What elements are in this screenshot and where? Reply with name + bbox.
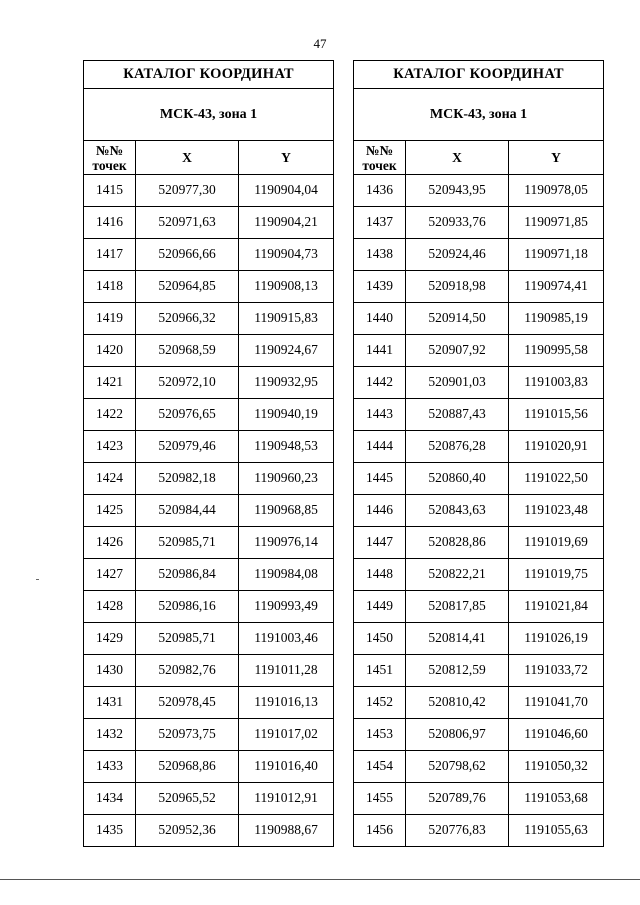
y-coordinate-cell: 1191017,02 bbox=[239, 719, 334, 751]
y-coordinate-cell: 1191011,28 bbox=[239, 655, 334, 687]
table-row bbox=[354, 463, 604, 495]
y-coordinate-cell: 1191046,60 bbox=[509, 719, 604, 751]
y-coordinate-cell: 1190993,49 bbox=[239, 591, 334, 623]
y-coordinate-cell: 1191003,46 bbox=[239, 623, 334, 655]
y-coordinate-cell: 1190978,05 bbox=[509, 175, 604, 207]
y-coordinate-cell: 1190976,14 bbox=[239, 527, 334, 559]
x-coordinate-cell: 520971,63 bbox=[136, 207, 239, 239]
table-row bbox=[354, 751, 604, 783]
table-row bbox=[84, 399, 334, 431]
point-number-cell: 1431 bbox=[84, 687, 136, 719]
point-number-cell: 1441 bbox=[354, 335, 406, 367]
table-row bbox=[354, 623, 604, 655]
y-coordinate-cell: 1190904,04 bbox=[239, 175, 334, 207]
point-number-cell: 1436 bbox=[354, 175, 406, 207]
point-number-cell: 1450 bbox=[354, 623, 406, 655]
x-coordinate-cell: 520985,71 bbox=[136, 527, 239, 559]
table-row bbox=[84, 431, 334, 463]
x-coordinate-cell: 520789,76 bbox=[406, 783, 509, 815]
y-coordinate-cell: 1190908,13 bbox=[239, 271, 334, 303]
point-number-cell: 1428 bbox=[84, 591, 136, 623]
table-row bbox=[84, 175, 334, 207]
point-number-cell: 1417 bbox=[84, 239, 136, 271]
table-row bbox=[84, 463, 334, 495]
y-coordinate-cell: 1190971,18 bbox=[509, 239, 604, 271]
table-row bbox=[354, 527, 604, 559]
x-coordinate-cell: 520914,50 bbox=[406, 303, 509, 335]
table-row bbox=[84, 655, 334, 687]
y-coordinate-cell: 1191033,72 bbox=[509, 655, 604, 687]
point-number-cell: 1434 bbox=[84, 783, 136, 815]
x-coordinate-cell: 520817,85 bbox=[406, 591, 509, 623]
y-coordinate-cell: 1191022,50 bbox=[509, 463, 604, 495]
y-coordinate-cell: 1191015,56 bbox=[509, 399, 604, 431]
x-coordinate-cell: 520887,43 bbox=[406, 399, 509, 431]
point-number-cell: 1416 bbox=[84, 207, 136, 239]
x-coordinate-cell: 520986,16 bbox=[136, 591, 239, 623]
y-coordinate-cell: 1190971,85 bbox=[509, 207, 604, 239]
y-coordinate-cell: 1190904,73 bbox=[239, 239, 334, 271]
table-row bbox=[354, 783, 604, 815]
point-number-cell: 1444 bbox=[354, 431, 406, 463]
table-row bbox=[84, 239, 334, 271]
y-coordinate-cell: 1190974,41 bbox=[509, 271, 604, 303]
page-bottom-rule bbox=[0, 879, 640, 880]
x-coordinate-cell: 520978,45 bbox=[136, 687, 239, 719]
table-row bbox=[354, 207, 604, 239]
point-number-cell: 1448 bbox=[354, 559, 406, 591]
x-coordinate-cell: 520798,62 bbox=[406, 751, 509, 783]
x-coordinate-cell: 520982,76 bbox=[136, 655, 239, 687]
point-number-cell: 1447 bbox=[354, 527, 406, 559]
coordinate-catalog-right bbox=[353, 60, 604, 847]
table-row bbox=[84, 367, 334, 399]
y-coordinate-cell: 1190924,67 bbox=[239, 335, 334, 367]
x-header: X bbox=[136, 141, 239, 175]
point-number-cell: 1454 bbox=[354, 751, 406, 783]
y-coordinate-cell: 1190985,19 bbox=[509, 303, 604, 335]
table-row bbox=[354, 591, 604, 623]
point-number-cell: 1443 bbox=[354, 399, 406, 431]
y-coordinate-cell: 1191019,75 bbox=[509, 559, 604, 591]
y-coordinate-cell: 1191019,69 bbox=[509, 527, 604, 559]
x-coordinate-cell: 520810,42 bbox=[406, 687, 509, 719]
x-coordinate-cell: 520966,32 bbox=[136, 303, 239, 335]
coordinate-system-label: МСК-43, зона 1 bbox=[354, 89, 604, 141]
x-coordinate-cell: 520924,46 bbox=[406, 239, 509, 271]
x-coordinate-cell: 520876,28 bbox=[406, 431, 509, 463]
y-coordinate-cell: 1190915,83 bbox=[239, 303, 334, 335]
point-number-cell: 1435 bbox=[84, 815, 136, 847]
point-number-cell: 1440 bbox=[354, 303, 406, 335]
point-number-cell: 1427 bbox=[84, 559, 136, 591]
point-number-header bbox=[354, 141, 406, 175]
y-header: Y bbox=[509, 141, 604, 175]
point-number-cell: 1429 bbox=[84, 623, 136, 655]
point-number-cell: 1445 bbox=[354, 463, 406, 495]
table-row bbox=[354, 303, 604, 335]
table-row bbox=[84, 815, 334, 847]
x-coordinate-cell: 520933,76 bbox=[406, 207, 509, 239]
point-number-cell: 1455 bbox=[354, 783, 406, 815]
table-row bbox=[84, 303, 334, 335]
point-number-header bbox=[84, 141, 136, 175]
x-coordinate-cell: 520776,83 bbox=[406, 815, 509, 847]
x-coordinate-cell: 520965,52 bbox=[136, 783, 239, 815]
x-coordinate-cell: 520806,97 bbox=[406, 719, 509, 751]
y-coordinate-cell: 1191050,32 bbox=[509, 751, 604, 783]
point-number-cell: 1453 bbox=[354, 719, 406, 751]
x-coordinate-cell: 520814,41 bbox=[406, 623, 509, 655]
point-number-cell: 1449 bbox=[354, 591, 406, 623]
table-row bbox=[84, 687, 334, 719]
table-row bbox=[84, 783, 334, 815]
x-header: X bbox=[406, 141, 509, 175]
point-number-header-line1: №№ bbox=[95, 142, 124, 158]
y-coordinate-cell: 1190904,21 bbox=[239, 207, 334, 239]
coordinate-system-label: МСК-43, зона 1 bbox=[84, 89, 334, 141]
x-coordinate-cell: 520964,85 bbox=[136, 271, 239, 303]
y-coordinate-cell: 1190988,67 bbox=[239, 815, 334, 847]
x-coordinate-cell: 520972,10 bbox=[136, 367, 239, 399]
y-coordinate-cell: 1190984,08 bbox=[239, 559, 334, 591]
x-coordinate-cell: 520973,75 bbox=[136, 719, 239, 751]
x-coordinate-cell: 520943,95 bbox=[406, 175, 509, 207]
point-number-cell: 1426 bbox=[84, 527, 136, 559]
table-row bbox=[354, 175, 604, 207]
y-coordinate-cell: 1190968,85 bbox=[239, 495, 334, 527]
point-number-header-line1: №№ bbox=[365, 142, 394, 158]
point-number-cell: 1452 bbox=[354, 687, 406, 719]
x-coordinate-cell: 520976,65 bbox=[136, 399, 239, 431]
table-row bbox=[354, 367, 604, 399]
x-coordinate-cell: 520822,21 bbox=[406, 559, 509, 591]
table-row bbox=[354, 687, 604, 719]
point-number-cell: 1439 bbox=[354, 271, 406, 303]
point-number-cell: 1437 bbox=[354, 207, 406, 239]
y-coordinate-cell: 1191003,83 bbox=[509, 367, 604, 399]
y-coordinate-cell: 1190995,58 bbox=[509, 335, 604, 367]
point-number-cell: 1425 bbox=[84, 495, 136, 527]
point-number-cell: 1420 bbox=[84, 335, 136, 367]
y-header: Y bbox=[239, 141, 334, 175]
point-number-header-line2: точек bbox=[92, 157, 127, 173]
table-row bbox=[84, 751, 334, 783]
x-coordinate-cell: 520812,59 bbox=[406, 655, 509, 687]
x-coordinate-cell: 520968,59 bbox=[136, 335, 239, 367]
y-coordinate-cell: 1190940,19 bbox=[239, 399, 334, 431]
x-coordinate-cell: 520985,71 bbox=[136, 623, 239, 655]
point-number-cell: 1423 bbox=[84, 431, 136, 463]
table-row bbox=[354, 815, 604, 847]
point-number-cell: 1422 bbox=[84, 399, 136, 431]
table-row bbox=[84, 591, 334, 623]
x-coordinate-cell: 520907,92 bbox=[406, 335, 509, 367]
scan-artifact bbox=[36, 579, 39, 580]
y-coordinate-cell: 1191023,48 bbox=[509, 495, 604, 527]
page-number: 47 bbox=[313, 36, 327, 51]
table-row bbox=[84, 271, 334, 303]
y-coordinate-cell: 1191016,13 bbox=[239, 687, 334, 719]
table-row bbox=[354, 495, 604, 527]
point-number-cell: 1432 bbox=[84, 719, 136, 751]
x-coordinate-cell: 520843,63 bbox=[406, 495, 509, 527]
x-coordinate-cell: 520979,46 bbox=[136, 431, 239, 463]
x-coordinate-cell: 520952,36 bbox=[136, 815, 239, 847]
x-coordinate-cell: 520977,30 bbox=[136, 175, 239, 207]
table-row bbox=[354, 335, 604, 367]
point-number-cell: 1424 bbox=[84, 463, 136, 495]
y-coordinate-cell: 1191053,68 bbox=[509, 783, 604, 815]
y-coordinate-cell: 1191020,91 bbox=[509, 431, 604, 463]
x-coordinate-cell: 520982,18 bbox=[136, 463, 239, 495]
coordinate-catalog-left bbox=[83, 60, 334, 847]
table-row bbox=[84, 559, 334, 591]
point-number-cell: 1419 bbox=[84, 303, 136, 335]
y-coordinate-cell: 1191055,63 bbox=[509, 815, 604, 847]
table-row bbox=[354, 719, 604, 751]
x-coordinate-cell: 520860,40 bbox=[406, 463, 509, 495]
table-row bbox=[84, 207, 334, 239]
table-row bbox=[354, 431, 604, 463]
table-row bbox=[354, 559, 604, 591]
y-coordinate-cell: 1190948,53 bbox=[239, 431, 334, 463]
x-coordinate-cell: 520986,84 bbox=[136, 559, 239, 591]
table-row bbox=[354, 399, 604, 431]
table-row bbox=[84, 623, 334, 655]
point-number-cell: 1456 bbox=[354, 815, 406, 847]
point-number-cell: 1446 bbox=[354, 495, 406, 527]
x-coordinate-cell: 520984,44 bbox=[136, 495, 239, 527]
table-row bbox=[354, 271, 604, 303]
x-coordinate-cell: 520901,03 bbox=[406, 367, 509, 399]
point-number-cell: 1418 bbox=[84, 271, 136, 303]
point-number-cell: 1438 bbox=[354, 239, 406, 271]
y-coordinate-cell: 1190932,95 bbox=[239, 367, 334, 399]
catalog-title: КАТАЛОГ КООРДИНАТ bbox=[354, 61, 604, 89]
point-number-cell: 1442 bbox=[354, 367, 406, 399]
y-coordinate-cell: 1191021,84 bbox=[509, 591, 604, 623]
point-number-cell: 1421 bbox=[84, 367, 136, 399]
x-coordinate-cell: 520918,98 bbox=[406, 271, 509, 303]
table-row bbox=[354, 239, 604, 271]
y-coordinate-cell: 1191041,70 bbox=[509, 687, 604, 719]
table-row bbox=[84, 495, 334, 527]
table-row bbox=[84, 335, 334, 367]
point-number-cell: 1415 bbox=[84, 175, 136, 207]
y-coordinate-cell: 1190960,23 bbox=[239, 463, 334, 495]
point-number-cell: 1430 bbox=[84, 655, 136, 687]
x-coordinate-cell: 520968,86 bbox=[136, 751, 239, 783]
point-number-cell: 1451 bbox=[354, 655, 406, 687]
table-row bbox=[84, 719, 334, 751]
point-number-header-line2: точек bbox=[362, 157, 397, 173]
y-coordinate-cell: 1191012,91 bbox=[239, 783, 334, 815]
x-coordinate-cell: 520828,86 bbox=[406, 527, 509, 559]
table-row bbox=[354, 655, 604, 687]
x-coordinate-cell: 520966,66 bbox=[136, 239, 239, 271]
y-coordinate-cell: 1191026,19 bbox=[509, 623, 604, 655]
point-number-cell: 1433 bbox=[84, 751, 136, 783]
y-coordinate-cell: 1191016,40 bbox=[239, 751, 334, 783]
table-row bbox=[84, 527, 334, 559]
catalog-title: КАТАЛОГ КООРДИНАТ bbox=[84, 61, 334, 89]
